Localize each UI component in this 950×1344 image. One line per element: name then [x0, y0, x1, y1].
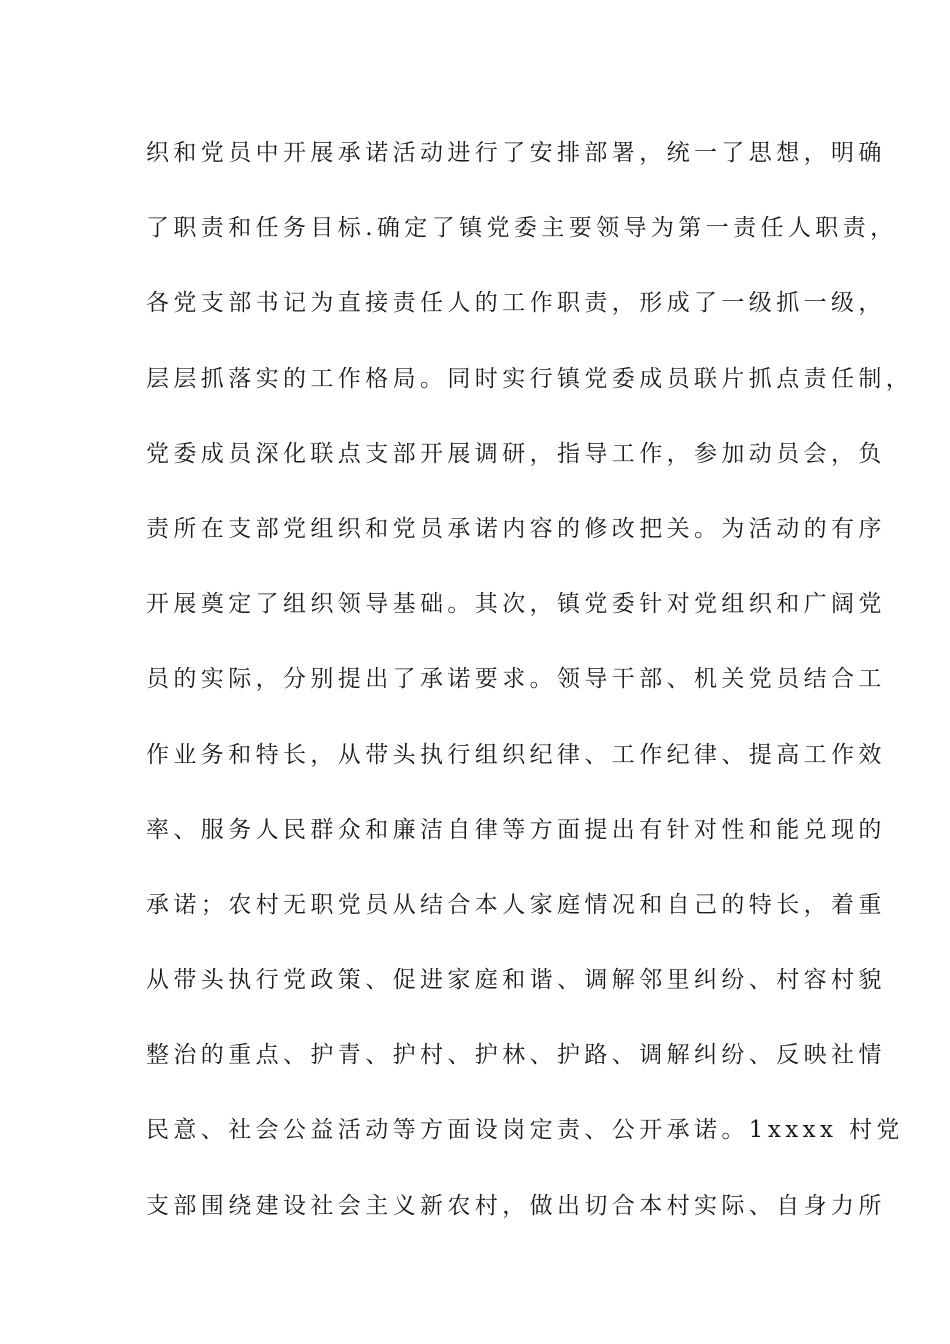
text-line: 各党支部书记为直接责任人的工作职责，形成了一级抓一级， — [146, 290, 886, 317]
text-line: 开展奠定了组织领导基础。其次，镇党委针对党组织和广阔党 — [146, 591, 886, 618]
text-line: 从带头执行党政策、促进家庭和谐、调解邻里纠纷、村容村貌 — [146, 967, 886, 994]
body-text — [146, 125, 914, 1253]
text-line: 承诺；农村无职党员从结合本人家庭情况和自己的特长，着重 — [146, 891, 886, 918]
text-line: 了职责和任务目标.确定了镇党委主要领导为第一责任人职责， — [146, 215, 898, 242]
text-line: 支部围绕建设社会主义新农村，做出切合本村实际、自身力所 — [146, 1192, 886, 1219]
text-line: 织和党员中开展承诺活动进行了安排部署，统一了思想，明确 — [146, 140, 886, 166]
text-line: 员的实际，分别提出了承诺要求。领导干部、机关党员结合工 — [146, 666, 886, 693]
text-line: 整治的重点、护青、护村、护林、护路、调解纠纷、反映社情 — [146, 1042, 886, 1069]
text-line: 层层抓落实的工作格局。同时实行镇党委成员联片抓点责任制， — [146, 365, 914, 392]
text-line: 作业务和特长，从带头执行组织纪律、工作纪律、提高工作效 — [146, 741, 886, 768]
text-line: 责所在支部党组织和党员承诺内容的修改把关。为活动的有序 — [146, 515, 886, 542]
text-line: 民意、社会公益活动等方面设岗定责、公开承诺。1xxxx 村党 — [146, 1117, 904, 1144]
text-line: 党委成员深化联点支部开展调研，指导工作，参加动员会，负 — [146, 440, 886, 467]
text-line: 率、服务人民群众和廉洁自律等方面提出有针对性和能兑现的 — [146, 816, 886, 843]
